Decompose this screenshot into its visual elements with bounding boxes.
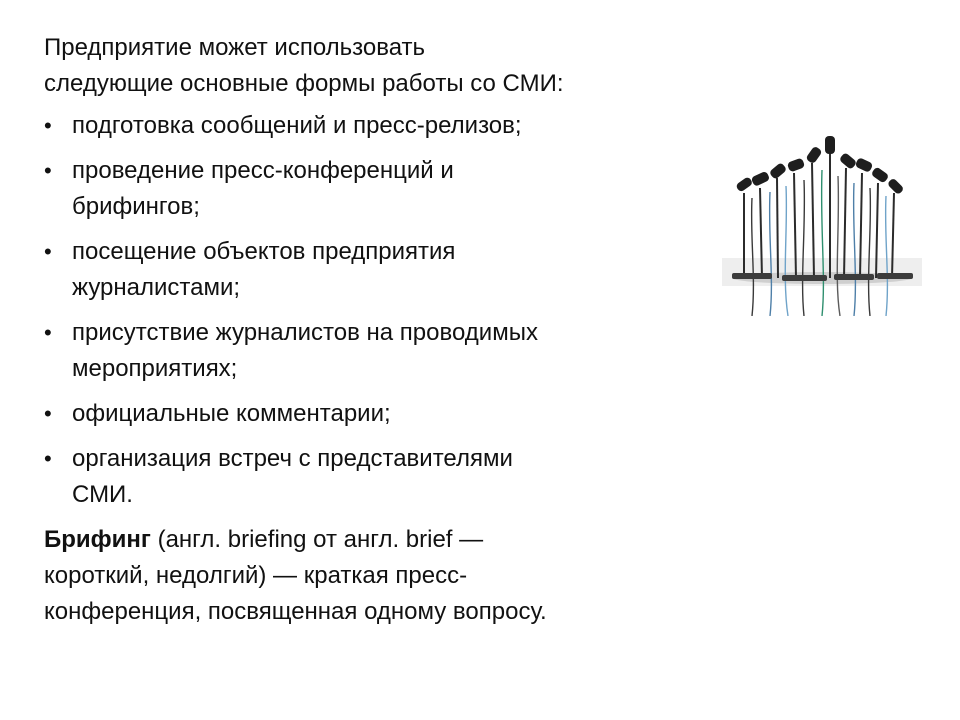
list-item-text: проведение пресс-конференций и <box>72 157 454 184</box>
bullet-icon: • <box>44 446 52 471</box>
list-item <box>44 315 684 387</box>
list-item-text: подготовка сообщений и пресс-релизов; <box>72 112 522 139</box>
list-item-text-continued: брифингов; <box>72 193 200 220</box>
list-item-text-continued: журналистами; <box>72 274 241 301</box>
definition-text: (англ. briefing от англ. brief — <box>150 526 484 553</box>
definition-line-2: короткий, недолгий) — краткая пресс- <box>44 562 468 589</box>
bullet-icon: • <box>44 239 52 264</box>
forms-list <box>44 108 684 513</box>
microphone-heads <box>735 136 904 195</box>
slide-text <box>44 30 684 630</box>
definition-term: Брифинг <box>44 526 151 553</box>
list-item-text-continued: СМИ. <box>72 481 133 508</box>
list-item-text-continued: мероприятиях; <box>72 355 238 382</box>
definition-paragraph <box>44 522 684 630</box>
intro-line-1: Предприятие может использовать <box>44 34 426 61</box>
list-item-text: посещение объектов предприятия <box>72 238 456 265</box>
bullet-icon: • <box>44 320 52 345</box>
list-item <box>44 441 684 513</box>
bullet-icon: • <box>44 113 52 138</box>
definition-line-1 <box>44 522 684 558</box>
list-item <box>44 234 684 306</box>
microphones-image <box>722 128 922 316</box>
definition-line-3: конференция, посвященная одному вопросу. <box>44 598 547 625</box>
bullet-icon: • <box>44 158 52 183</box>
list-item-text: присутствие журналистов на проводимых <box>72 319 538 346</box>
bullet-icon: • <box>44 401 52 426</box>
list-item <box>44 153 684 225</box>
intro-paragraph <box>44 30 684 102</box>
list-item-text: организация встреч с представителями <box>72 445 513 472</box>
list-item-text: официальные комментарии; <box>72 400 391 427</box>
intro-line-2: следующие основные формы работы со СМИ: <box>44 70 564 97</box>
list-item <box>44 396 684 432</box>
list-item <box>44 108 684 144</box>
microphone-cables <box>752 170 888 316</box>
